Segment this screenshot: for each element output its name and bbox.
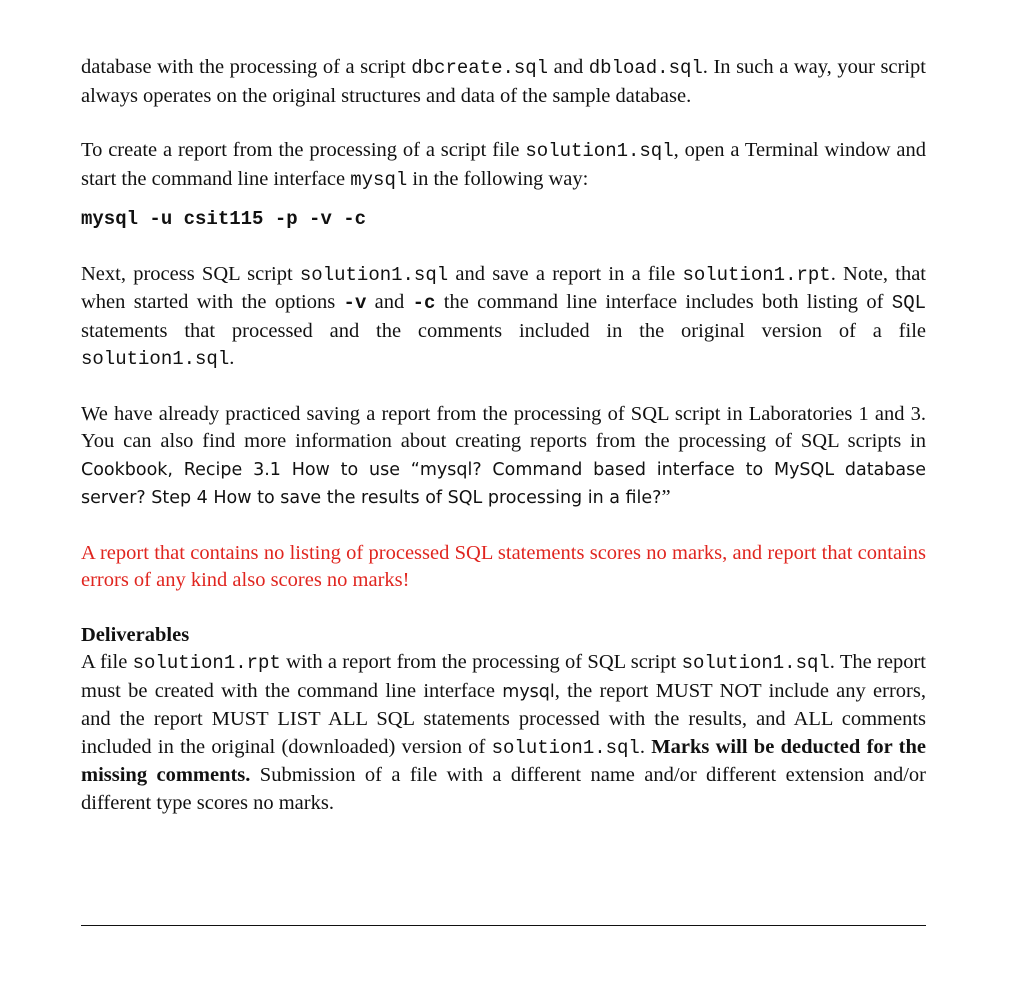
code-mysql: mysql bbox=[350, 168, 408, 191]
text-run: ” bbox=[661, 486, 671, 508]
text-run: Next, process SQL script bbox=[81, 262, 300, 285]
paragraph-create-report bbox=[81, 137, 926, 194]
paragraph-sample-database bbox=[81, 54, 926, 110]
text-run: . The report must be created with the command line interface bbox=[81, 651, 926, 702]
text-run: A file bbox=[81, 651, 133, 673]
code-solution1-sql: solution1.sql bbox=[81, 348, 230, 370]
text-run: Submission of a file with a different name and/or different extension and/or different type scores no marks. bbox=[81, 764, 926, 814]
mysql-interface-name: mysql bbox=[502, 681, 555, 702]
code-solution1-sql: solution1.sql bbox=[299, 263, 449, 286]
code-dbload-sql: dbload.sql bbox=[588, 57, 703, 79]
text-run: . In such a way, your script always operates on the original structures and data of the sample database. bbox=[81, 56, 926, 107]
code-dbcreate-sql: dbcreate.sql bbox=[411, 57, 549, 79]
paragraph-practiced-saving bbox=[81, 401, 926, 513]
deliverables-heading bbox=[81, 622, 926, 650]
text-run: . bbox=[229, 347, 235, 369]
section-heading: Deliverables bbox=[81, 623, 190, 646]
code-solution1-sql: solution1.sql bbox=[681, 652, 830, 674]
option-v: -v bbox=[343, 292, 367, 314]
text-run: . Note, that when started with the options bbox=[81, 262, 926, 313]
text-run: database with the processing of a script bbox=[81, 56, 412, 78]
option-c: -c bbox=[412, 292, 436, 314]
text-run: To create a report from the processing of a script file bbox=[81, 139, 526, 161]
text-run: and bbox=[548, 56, 589, 78]
document-page bbox=[81, 54, 926, 817]
text-run: , open a Terminal window and start the command line interface bbox=[81, 139, 926, 190]
divider-line bbox=[81, 925, 926, 926]
text-run: the command line interface includes both listing of bbox=[435, 291, 892, 313]
text-run: , the report MUST NOT include any errors, and the report MUST LIST ALL SQL statements processed with the results, and ALL comments included in the original (downloaded) version of bbox=[81, 679, 926, 758]
text-run: We have already practiced saving a report from the processing of SQL script in Laboratories 1 and 3. You can also find more information about creating reports from the processing of SQL scripts in bbox=[81, 402, 926, 452]
text-run: and save a report in a file bbox=[448, 262, 683, 285]
paragraph-process-script bbox=[81, 261, 926, 374]
text-run: and bbox=[366, 291, 413, 313]
cookbook-reference: Cookbook, Recipe 3.1 How to use “mysql? Command based interface to MySQL database server? Step 4 How to save the results of SQL processing in a file? bbox=[81, 459, 926, 508]
text-run: in the following way: bbox=[407, 167, 589, 190]
code-solution1-sql: solution1.sql bbox=[491, 736, 640, 759]
paragraph-deliverables bbox=[81, 649, 926, 817]
code-solution1-rpt: solution1.rpt bbox=[682, 263, 831, 286]
code-sql: SQL bbox=[891, 292, 927, 314]
text-run: statements that processed and the comments included in the original version of a file bbox=[81, 319, 926, 342]
code-solution1-sql: solution1.sql bbox=[525, 140, 674, 162]
warning-no-marks: A report that contains no listing of processed SQL statements scores no marks, and report that contains errors of any kind also scores no marks! bbox=[81, 541, 926, 591]
code-solution1-rpt: solution1.rpt bbox=[132, 652, 281, 674]
text-run: . bbox=[639, 735, 652, 758]
mysql-command-line: mysql -u csit115 -p -v -c bbox=[81, 208, 367, 230]
text-run: with a report from the processing of SQL script bbox=[280, 651, 682, 673]
marks-deducted-notice: Marks will be deducted for the missing comments. bbox=[81, 735, 927, 786]
